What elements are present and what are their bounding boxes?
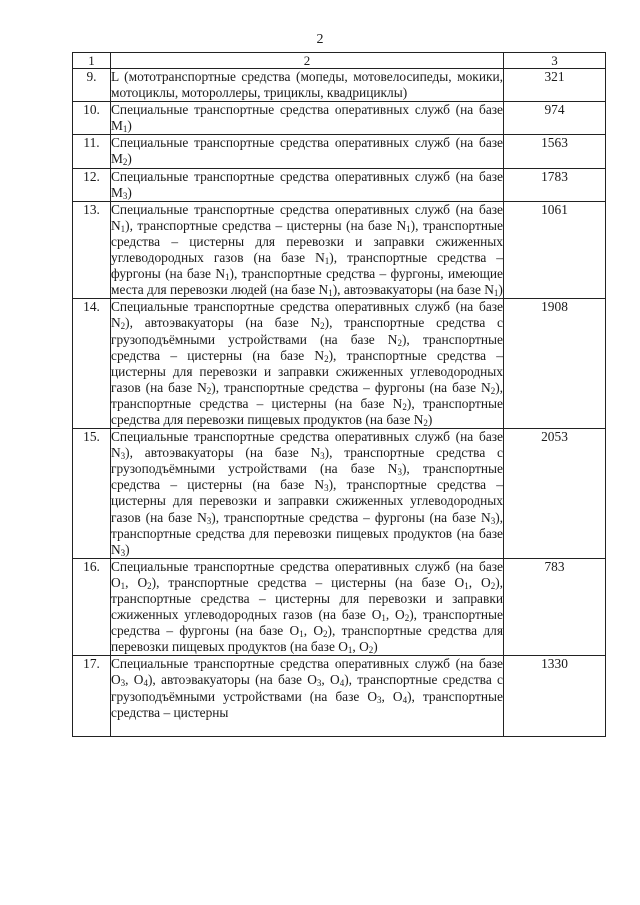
subscript-index: 4 [402,694,408,705]
description-text: ), транспортные средства – цистерны (на базе O [151,574,465,590]
row-description [111,69,504,102]
subscript-index: 2 [368,645,374,656]
subscript-index: 3 [490,515,496,526]
description-text: ), транспортные средства – цистерны для перевозки и заправки сжиженных углеводородных газов (на базе N [111,477,503,525]
subscript-index: 3 [320,451,325,462]
description-text: , O [385,607,405,623]
subscript-index: 2 [120,321,126,332]
subscript-index: 2 [404,613,410,624]
description-text: , O [125,574,148,590]
description-text: , O [468,574,491,590]
row-number: 16. [73,558,111,656]
page-number: 2 [316,32,324,47]
description-text: ), транспортные средства – цистерны (на базе N [111,331,503,363]
subscript-index: 3 [397,467,402,478]
description-text: ), транспортные средства для перевозки пищевых продуктов (на базе O [111,623,504,655]
row-value: 1783 [504,168,606,201]
table-body [73,69,606,737]
row-description-clipped [111,656,503,736]
column-header-number: 1 [73,53,111,69]
table-row [73,69,606,102]
description-text: ), транспортные средства – фургоны (на базе N [211,379,491,395]
description-text: ) [127,151,132,167]
description-text: ), транспортные средства – цистерны для перевозки и заправки сжиженных углеводородных газов (на базе N [111,217,503,266]
row-value: 974 [504,102,606,135]
subscript-index: 2 [397,337,402,348]
subscript-index: 1 [120,223,126,234]
description-text: Специальные транспортные средства оперативных служб (на базе N [111,201,503,233]
row-description [111,656,504,737]
description-text: , O [321,672,340,688]
subscript-index: 1 [122,124,128,135]
table-row [73,135,606,168]
description-text: ), автоэвакуаторы (на базе O [147,672,317,688]
subscript-index: 2 [320,321,325,332]
subscript-index: 3 [120,547,126,558]
description-text: ), автоэвакуаторы (на базе N [332,282,494,298]
row-number: 9. [73,69,111,102]
row-description [111,168,504,201]
row-value: 321 [504,69,606,102]
subscript-index: 2 [122,157,128,168]
subscript-index: 2 [206,385,212,396]
description-text: ) [125,541,130,557]
description-text: , O [303,623,323,639]
row-value: 783 [504,558,606,656]
row-number: 15. [73,429,111,559]
row-value: 1563 [504,135,606,168]
tariff-table [72,52,606,737]
subscript-index: 1 [493,288,499,299]
subscript-index: 2 [323,629,328,640]
subscript-index: 2 [147,580,152,591]
description-text: ) [373,639,378,655]
description-text: , O [125,672,144,688]
subscript-index: 2 [490,385,496,396]
column-header-value: 3 [504,53,606,69]
subscript-index: 1 [120,580,126,591]
subscript-index: 1 [324,256,330,267]
description-text: ), транспортные средства – фургоны (на базе O [111,607,503,639]
table-row [73,558,606,656]
subscript-index: 2 [402,401,407,412]
subscript-index: 1 [328,288,333,299]
table-row [73,168,606,201]
table-row [73,656,606,737]
row-number: 11. [73,135,111,168]
table-row [73,429,606,559]
row-number: 10. [73,102,111,135]
subscript-index: 3 [324,483,329,494]
row-description [111,102,504,135]
description-text: ), транспортные средства – фургоны, имеющие места для перевозки людей (на базе N [111,266,503,298]
description-text: ), транспортные средства – цистерны (на базе N [125,217,407,233]
subscript-index: 3 [122,190,128,201]
description-text: Специальные транспортные средства оперативных служб (на базе N [111,299,503,331]
row-value: 2053 [504,429,606,559]
description-text: ) [127,184,132,200]
description-text: ) [498,282,503,298]
row-description [111,429,504,559]
description-text: ) [427,411,433,427]
subscript-index: 4 [339,678,345,689]
subscript-index: 2 [324,353,329,364]
row-number: 13. [73,201,111,299]
subscript-index: 1 [299,629,304,640]
description-text: Специальные транспортные средства оперативных служб (на базе M [111,102,503,134]
description-text: Специальные транспортные средства оперативных служб (на базе N [111,429,503,461]
description-text: ), транспортные средства – цистерны [111,688,503,720]
row-description [111,135,504,168]
description-text: ), транспортные средства – фургоны (на базе N [211,509,491,525]
table-row [73,201,606,299]
subscript-index: 2 [490,580,496,591]
row-description [111,299,504,429]
description-text: ), транспортные средства с грузоподъёмными устройствами (на базе N [111,445,503,477]
subscript-index: 3 [316,678,322,689]
subscript-index: 3 [120,678,126,689]
description-text: Специальные транспортные средства оперативных служб (на базе M [111,168,503,200]
table-header-row [73,53,606,69]
subscript-index: 4 [143,678,148,689]
subscript-index: 1 [464,580,469,591]
description-text: ), автоэвакуаторы (на базе N [125,445,321,461]
description-text: , O [352,639,369,655]
description-text: ), транспортные средства с грузоподъёмными устройствами (на базе O [111,672,503,704]
description-text: ), транспортные средства для перевозки пищевых продуктов (на базе N [111,509,504,557]
row-number: 17. [73,656,111,737]
description-text: ), транспортные средства – цистерны (на базе N [111,379,504,411]
row-value: 1330 [504,656,606,737]
subscript-index: 1 [406,223,411,234]
description-text: ), транспортные средства – цистерны для перевозки и заправки сжиженных углеводородных газов (на базе O [111,574,503,623]
description-text: ), автоэвакуаторы (на базе N [125,315,321,331]
row-description [111,558,504,656]
row-value: 1908 [504,299,606,429]
subscript-index: 3 [120,451,126,462]
subscript-index: 3 [206,515,212,526]
description-text: L (мототранспортные средства (мопеды, мотовелосипеды, мокики, мотоциклы, мотороллеры, трициклы, квадрициклы) [111,69,503,101]
description-text: ) [127,118,132,134]
table-row [73,102,606,135]
row-value: 1061 [504,201,606,299]
description-text: ), транспортные средства с грузоподъёмными устройствами (на базе N [111,315,503,347]
description-text: ), транспортные средства для перевозки пищевых продуктов (на базе N [111,395,503,427]
subscript-index: 2 [423,417,428,428]
row-description [111,201,504,299]
description-text: Специальные транспортные средства оперативных служб (на базе O [111,558,503,590]
description-text: Специальные транспортные средства оперативных служб (на базе O [111,656,503,688]
column-header-description: 2 [111,53,504,69]
subscript-index: 3 [377,694,382,705]
description-text: ), транспортные средства – цистерны (на базе N [111,461,503,493]
row-number: 12. [73,168,111,201]
description-text: ), транспортные средства – цистерны для перевозки и заправки сжиженных углеводородных газов (на базе N [111,347,503,395]
table-row [73,299,606,429]
description-text: Специальные транспортные средства оперативных служб (на базе M [111,135,503,167]
description-text: ), транспортные средства – фургоны (на базе N [111,250,503,282]
subscript-index: 1 [381,613,386,624]
subscript-index: 1 [347,645,353,656]
subscript-index: 1 [225,272,230,283]
description-text: , O [381,688,403,704]
row-number: 14. [73,299,111,429]
